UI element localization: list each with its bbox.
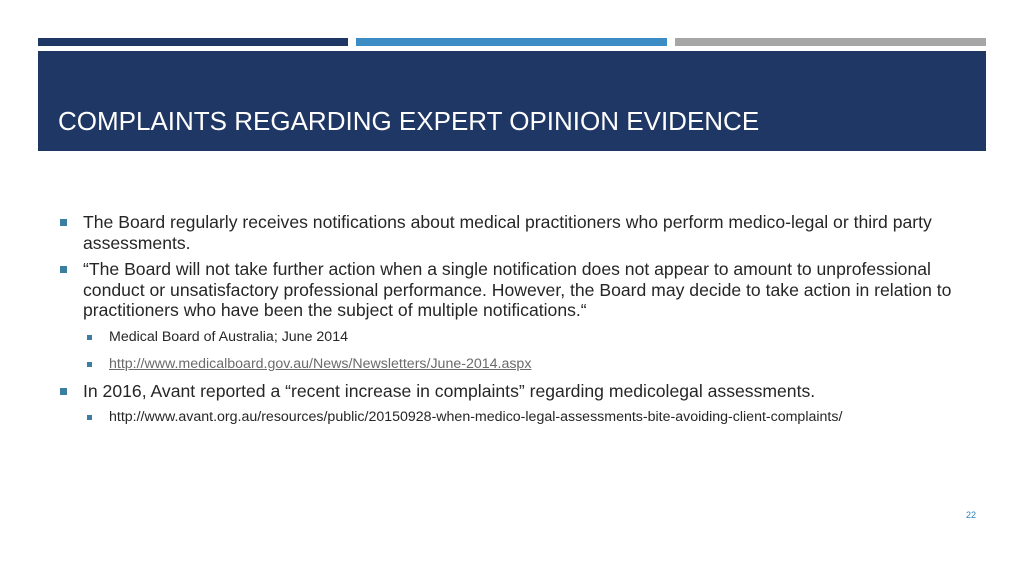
accent-bar-gray (675, 38, 986, 46)
sub-bullet-item (58, 356, 968, 373)
square-bullet-icon (87, 335, 92, 340)
citation-text: Medical Board of Australia; June 2014 (109, 328, 348, 345)
square-bullet-icon (60, 266, 67, 273)
bullet-text: The Board regularly receives notifications about medical practitioners who perform medico-legal or third party assessments. (83, 212, 932, 253)
square-bullet-icon (87, 362, 92, 367)
page-number: 22 (965, 510, 976, 520)
title-band (38, 51, 986, 151)
bullet-text: “The Board will not take further action when a single notification does not appear to amount to unprofessional conduct or unsatisfactory professional performance. However, the Board may decide to take action in relation to practitioners who have been the subject of multiple notifications.“ (83, 259, 952, 320)
medicalboard-link[interactable]: http://www.medicalboard.gov.au/News/Newsletters/June-2014.aspx (109, 355, 532, 372)
bullet-item (58, 259, 968, 321)
accent-bar-blue (356, 38, 667, 46)
sub-bullet-item (58, 329, 968, 346)
accent-bar-dark (38, 38, 348, 46)
avant-url-text: http://www.avant.org.au/resources/public/20150928-when-medico-legal-assessments-bite-avoiding-client-complaints/ (109, 409, 843, 425)
sub-bullet-item (58, 409, 968, 426)
bullet-text: In 2016, Avant reported a “recent increase in complaints” regarding medicolegal assessments. (83, 380, 816, 401)
square-bullet-icon (60, 219, 67, 226)
slide-title: COMPLAINTS REGARDING EXPERT OPINION EVIDENCE (58, 106, 760, 136)
square-bullet-icon (87, 415, 92, 420)
bullet-item (58, 212, 968, 253)
square-bullet-icon (60, 388, 67, 395)
bullet-list (58, 212, 968, 436)
bullet-item (58, 381, 968, 402)
